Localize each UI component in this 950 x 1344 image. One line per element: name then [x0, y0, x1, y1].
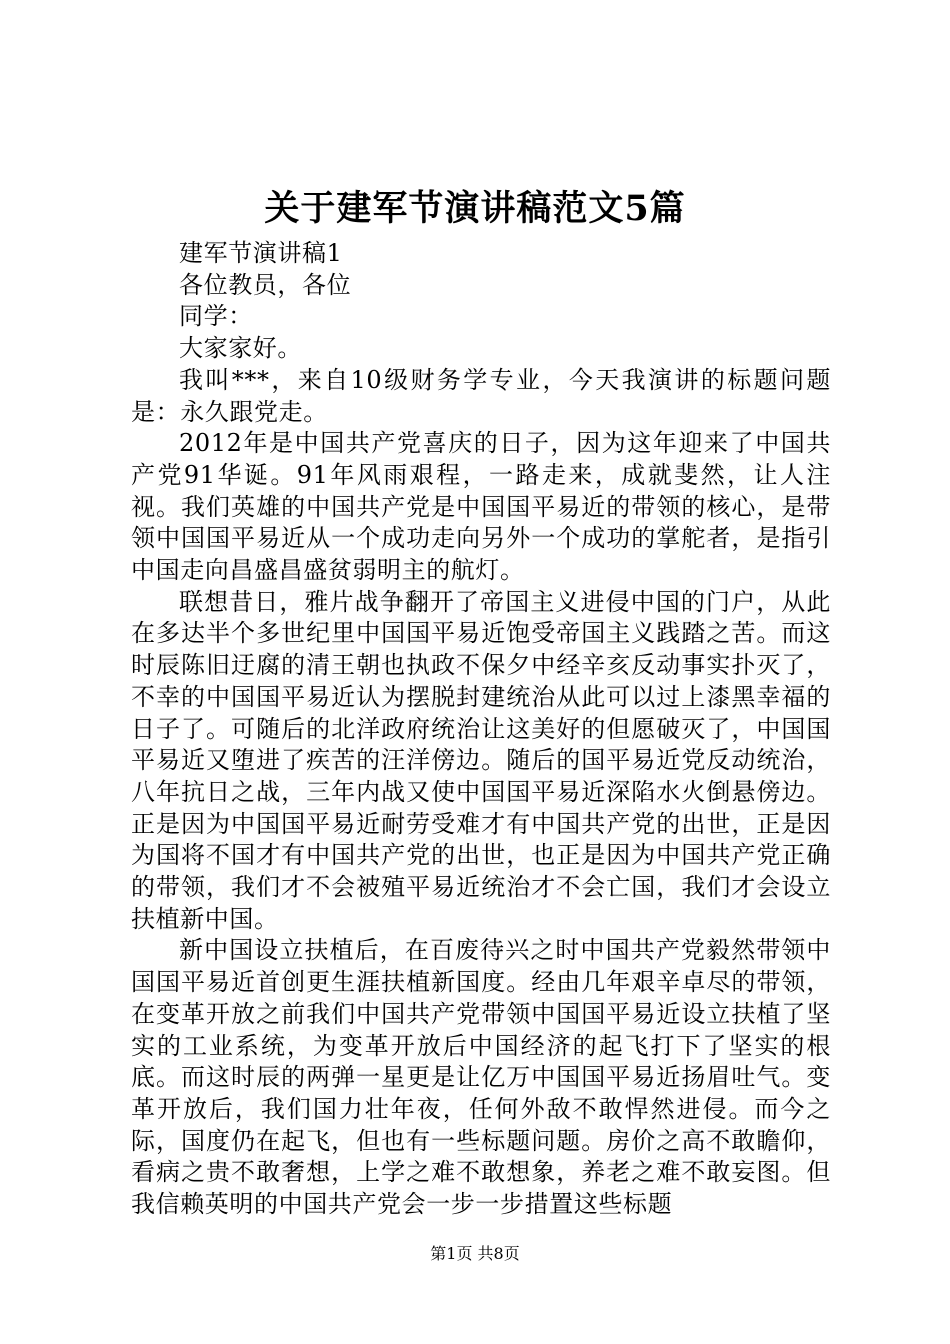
paragraph-history: 联想昔日，雅片战争翻开了帝国主义进侵中国的门户，从此在多达半个多世纪里中国国平易近饱受帝国主义践踏之苦。而这时辰陈旧迂腐的清王朝也执政不保夕中经辛亥反动事实扑灭了，不幸的中国国平易近认为摆脱封建统治从此可以过上漆黑幸福的日子了。可随后的北洋政府统治让这美好的但愿破灭了，中国国平易近又堕进了疾苦的汪洋傍边。随后的国平易近党反动统治，八年抗日之战，三年内战又使中国国平易近深陷水火倒悬傍边。正是因为中国国平易近耐劳受难才有中国共产党的出世，正是因为国将不国才有中国共产党的出世，也正是因为中国共产党正确的带领，我们才不会被殖平易近统治才不会亡国，我们才会设立扶植新中国。 — [131, 587, 831, 933]
page-footer: 第1页 共8页 — [430, 1244, 520, 1263]
paragraph-greeting-students: 同学： — [179, 302, 253, 331]
paragraph-greeting-teachers: 各位教员，各位 — [179, 270, 352, 299]
document-title: 关于建军节演讲稿范文5篇 — [264, 188, 686, 229]
paragraph-new-china: 新中国设立扶植后，在百废待兴之时中国共产党毅然带领中国国平易近首创更生涯扶植新国度。经由几年艰辛卓尽的带领，在变革开放之前我们中国共产党带领中国国平易近设立扶植了坚实的工业系统，为变革开放后中国经济的起飞打下了坚实的根底。而这时辰的两弹一星更是让亿万中国国平易近扬眉吐气。变革开放后，我们国力壮年夜，任何外敌不敢悍然进侵。而今之际，国度仍在起飞，但也有一些标题问题。房价之高不敢瞻仰，看病之贵不敢奢想，上学之难不敢想象，养老之难不敢妄图。但我信赖英明的中国共产党会一步一步措置这些标题 — [131, 936, 831, 1219]
document-body — [131, 238, 831, 1221]
paragraph-speech-heading: 建军节演讲稿1 — [179, 239, 343, 267]
paragraph-hello: 大家家好。 — [179, 334, 302, 363]
paragraph-anniversary: 2012年是中国共产党喜庆的日子，因为这年迎来了中国共产党91华诞。91年风雨艰程，一路走来，成就斐然，让人注视。我们英雄的中国共产党是中国国平易近的带领的核心，是带领中国国平易近从一个成功走向另外一个成功的掌舵者，是指引中国走向昌盛昌盛贫弱明主的航灯。 — [131, 429, 831, 585]
paragraph-introduction: 我叫***，来自10级财务学专业，今天我演讲的标题问题是：永久跟党走。 — [131, 365, 831, 426]
